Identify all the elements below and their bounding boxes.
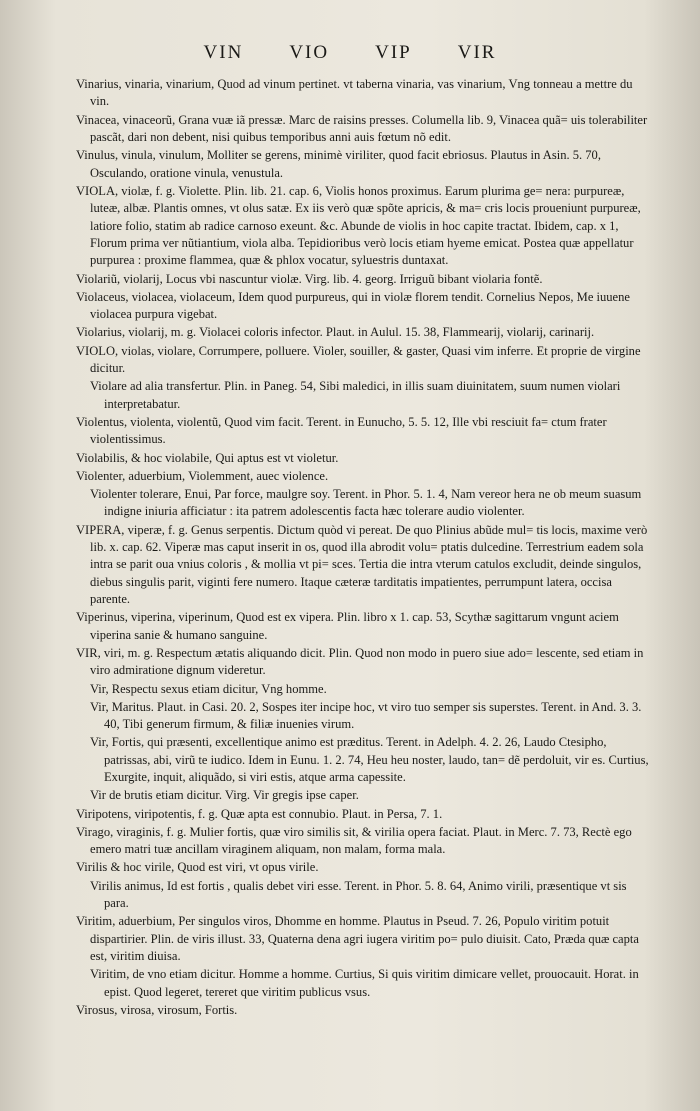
dictionary-subentry: Virilis animus, Id est fortis , qualis debet viri esse. Terent. in Phor. 5. 8. 64, Animo virili, præsentique vt sis para. [90, 878, 627, 911]
dictionary-entry: Virilis & hoc virile, Quod est viri, vt opus virile. [76, 860, 319, 875]
dictionary-entry: Vinacea, vinaceorũ, Grana vuæ iã pressæ. Marc de raisins presses. Columella lib. 9, Vinacea quã= uis tolerabiliter pascãt, dari non debent, nisi quibus temporibus anni auis fœtum nõ edit. [76, 112, 648, 145]
dictionary-entry: Viperinus, viperina, viperinum, Quod est ex vipera. Plin. libro x 1. cap. 53, Scythæ sagittarum vngunt aciem viperina sanie & humano sanguine. [76, 610, 619, 642]
dictionary-entry: Virosus, virosa, virosum, Fortis. [76, 1002, 238, 1017]
dictionary-entry: Violentus, violenta, violentũ, Quod vim facit. Terent. in Eunucho, 5. 5. 12, Ille vbi resciuit fa= ctum frater violentissimus. [76, 414, 607, 447]
headword-4: VIR [457, 42, 497, 63]
dictionary-subentry: Violare ad alia transfertur. Plin. in Paneg. 54, Sibi maledici, in illis suam diuinitatem, suum numen violari interpretabatur. [90, 379, 621, 411]
dictionary-entry: Viritim, aduerbium, Per singulos viros, Dhomme en homme. Plautus in Pseud. 7. 26, Populo viritim potuit dispartirier. Plin. de viris illust. 33, Quaterna dena agri iugera viritim po= pulo diuisit. Cato, Præda quæ capta est, viritim diuisa. [76, 914, 639, 964]
headword-2: VIO [289, 42, 330, 63]
dictionary-entry: Violariũ, violarij, Locus vbi nascuntur violæ. Virg. lib. 4. georg. Irriguũ bibant violaria fontẽ. [76, 271, 543, 286]
dictionary-text [76, 76, 650, 1020]
dictionary-subentry: Vir, Fortis, qui præsenti, excellentique animo est præditus. Terent. in Adelph. 4. 2. 26, Laudo Ctesipho, patrissas, abi, virũ te iudico. Idem in Eunu. 1. 2. 74, Heu heu noster, laudo, tan= dẽ perdoluit, vir es. Curtius, Exurgite, inquit, aliquãdo, si viri estis, atque arma capessite. [90, 735, 649, 785]
dictionary-subentry: Vir de brutis etiam dicitur. Virg. Vir gregis ipse caper. [90, 788, 359, 803]
dictionary-subentry: Violenter tolerare, Enui, Par force, maulgre soy. Terent. in Phor. 5. 1. 4, Nam vereor hera ne ob meum suasum indigne iniuria afficiatur : ita patrem adolescentis facta hæc tolerare audio violenter. [90, 486, 642, 519]
dictionary-entry: VIR, viri, m. g. Respectum ætatis aliquando dicit. Plin. Quod non modo in puero siue ado= lescente, sed etiam in viro admiratione dignum videretur. [76, 645, 644, 678]
dictionary-entry: Virago, viraginis, f. g. Mulier fortis, quæ viro similis sit, & virilia opera faciat. Plaut. in Merc. 7. 73, Rectè ego emero matri tuæ ancillam viraginem aliquam, non malam, forma mala. [76, 824, 632, 857]
dictionary-entry: VIOLO, violas, violare, Corrumpere, polluere. Violer, souiller, & gaster, Quasi vim inferre. Et proprie de virgine dicitur. [76, 343, 641, 376]
dictionary-subentry: Vir, Maritus. Plaut. in Casi. 20. 2, Sospes iter incipe hoc, vt viro tuo semper sis superstes. Terent. in And. 3. 3. 40, Tibi generum firmum, & filiæ inuenies virum. [90, 699, 642, 732]
dictionary-subentry: Viritim, de vno etiam dicitur. Homme a homme. Curtius, Si quis viritim dimicare vellet, prouocauit. Horat. in epist. Quod legeret, tereret que viritim publicus vsus. [90, 967, 639, 999]
headword-1: VIN [203, 42, 244, 63]
dictionary-entry: Violabilis, & hoc violabile, Qui aptus est vt violetur. [76, 450, 339, 465]
dictionary-entry: Vinulus, vinula, vinulum, Molliter se gerens, minimè viriliter, quod facit ebriosus. Plautus in Asin. 5. 70, Osculando, oratione vinula, venustula. [76, 148, 601, 180]
dictionary-entry: VIOLA, violæ, f. g. Violette. Plin. lib. 21. cap. 6, Violis honos proximus. Earum plurima ge= nera: purpureæ, luteæ, albæ. Plantis omnes, vt olus satæ. Ex iis verò quæ spõte apricis, & ma= cris locis proueniunt purpureæ, latiore folio, statim ab radice carnoso exeunt. &c. Abunde de violis in hoc capite tractat. Ibidem, cap. x 1, Florum prima ver nũtiantium, viola alba. Tepidioribus verò locis etiam hyeme emicat. Postea quæ appellatur purpurea : proxime flammea, quæ & phlox vocatur, syluestris duntaxat. [76, 183, 641, 268]
dictionary-entry: Violarius, violarij, m. g. Violacei coloris infector. Plaut. in Aulul. 15. 38, Flammearij, violarij, carinarij. [76, 325, 595, 340]
dictionary-entry: Viripotens, viripotentis, f. g. Quæ apta est connubio. Plaut. in Persa, 7. 1. [76, 806, 443, 821]
running-header [0, 42, 700, 64]
headword-3: VIP [375, 42, 412, 63]
dictionary-entry: VIPERA, viperæ, f. g. Genus serpentis. Dictum quòd vi pereat. De quo Plinius abũde mul= tis locis, maxime verò lib. x. cap. 62. Viperæ mas caput inserit in os, quod illa abrodit volu= ptatis dulcedine. Terrestrium eadem sola intra se parit oua vnius coloris , & mollia vt pi= sces. Tertia die intra vterum catulos excludit, deinde singulos, diebus singulis parit, viginti fere numero. Itaque cæteræ tarditatis impatientes, perrumpunt latera, occisa parente. [76, 522, 648, 607]
dictionary-entry: Violenter, aduerbium, Violemment, auec violence. [76, 468, 329, 483]
dictionary-entry: Vinarius, vinaria, vinarium, Quod ad vinum pertinet. vt taberna vinaria, vas vinarium, Vng tonneau a mettre du vin. [76, 77, 633, 109]
dictionary-entry: Violaceus, violacea, violaceum, Idem quod purpureus, qui in violæ florem tendit. Cornelius Nepos, Me iuuene violacea purpura vigebat. [76, 289, 630, 322]
dictionary-subentry: Vir, Respectu sexus etiam dicitur, Vng homme. [90, 681, 327, 696]
